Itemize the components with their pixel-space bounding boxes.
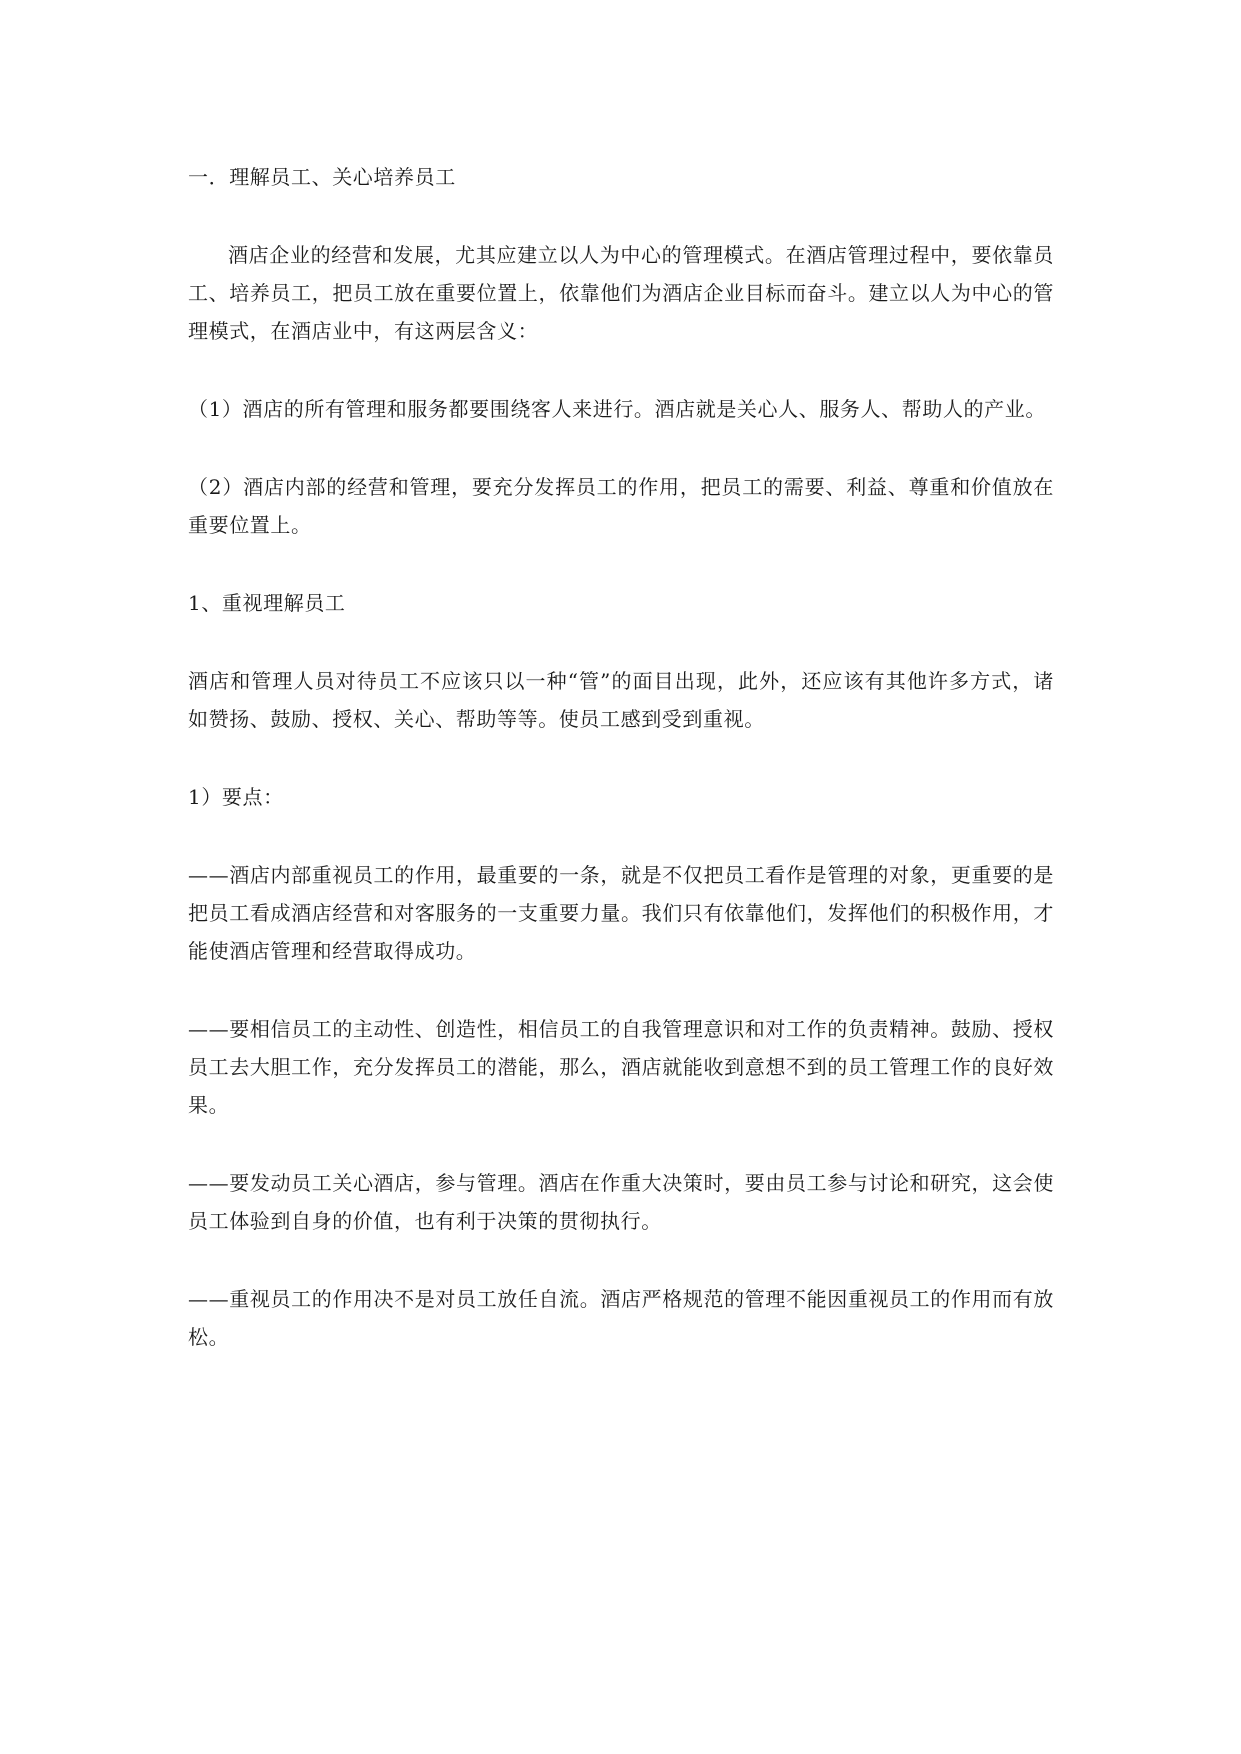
bullet-paragraph: ——重视员工的作用决不是对员工放任自流。酒店严格规范的管理不能因重视员工的作用而有放松。: [188, 1287, 1054, 1349]
subheading-1: 1、重视理解员工: [188, 591, 346, 615]
point-1-paragraph: （1）酒店的所有管理和服务都要围绕客人来进行。酒店就是关心人、服务人、帮助人的产业。: [188, 397, 1046, 421]
bullet-paragraph: ——要相信员工的主动性、创造性，相信员工的自我管理意识和对工作的负责精神。鼓励、授权员工去大胆工作，充分发挥员工的潜能，那么，酒店就能收到意想不到的员工管理工作的良好效果。: [188, 1017, 1054, 1117]
intro-paragraph: 酒店企业的经营和发展，尤其应建立以人为中心的管理模式。在酒店管理过程中，要依靠员工、培养员工，把员工放在重要位置上，依靠他们为酒店企业目标而奋斗。建立以人为中心的管理模式，在酒店业中，有这两层含义：: [188, 243, 1054, 343]
point-2-paragraph: （2）酒店内部的经营和管理，要充分发挥员工的作用，把员工的需要、利益、尊重和价值放在重要位置上。: [188, 475, 1054, 537]
sub-intro-paragraph: 酒店和管理人员对待员工不应该只以一种“管”的面目出现，此外，还应该有其他许多方式，诸如赞扬、鼓励、授权、关心、帮助等等。使员工感到受到重视。: [188, 669, 1054, 731]
document-body: [188, 158, 1054, 1396]
section-title: 一．理解员工、关心培养员工: [188, 165, 456, 189]
key-points-label: 1）要点：: [188, 785, 284, 809]
bullet-paragraph: ——酒店内部重视员工的作用，最重要的一条，就是不仅把员工看作是管理的对象，更重要的是把员工看成酒店经营和对客服务的一支重要力量。我们只有依靠他们，发挥他们的积极作用，才能使酒店管理和经营取得成功。: [188, 863, 1054, 963]
bullet-paragraph: ——要发动员工关心酒店，参与管理。酒店在作重大决策时，要由员工参与讨论和研究，这会使员工体验到自身的价值，也有利于决策的贯彻执行。: [188, 1171, 1054, 1233]
